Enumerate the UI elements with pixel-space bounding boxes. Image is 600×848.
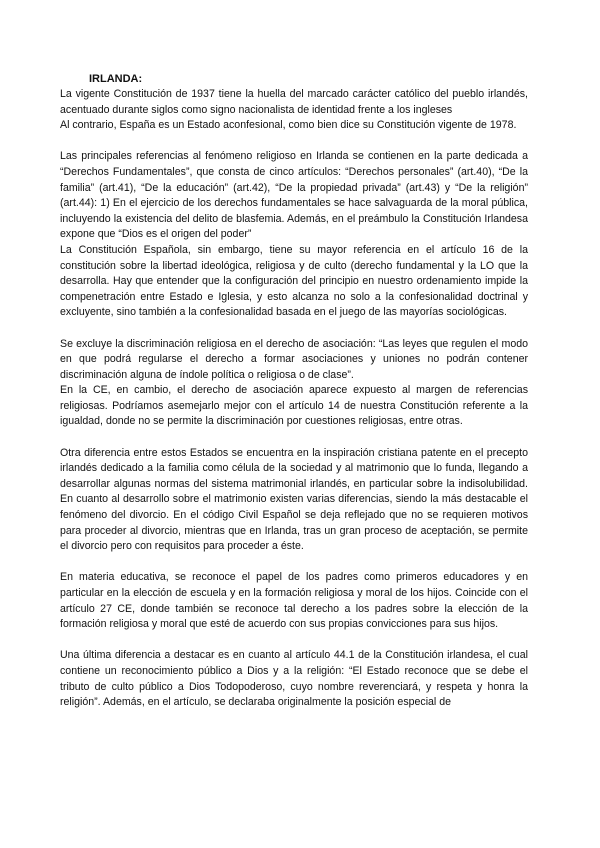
paragraph-gap bbox=[60, 633, 528, 649]
paragraph-spanish-constitution: La Constitución Española, sin embargo, tiene su mayor referencia en el artículo 16 de la constitución sobre la libertad ideológica, religiosa y de culto (derecho fundamental y la LO que la desarrolla. Hay que entender que la configuración del principio en nuestro ordenamiento impide la compenetración entre Estado e Iglesia, y esto alcanza no solo a la confesionalidad doctrinal y excluyente, sino también a la confesionalidad basada en el juego de las mayorías sociológicas. bbox=[60, 243, 528, 319]
paragraph-religious-references: Las principales referencias al fenómeno religioso en Irlanda se contienen en la parte dedicada a “Derechos Fundamentales”, que consta de cinco artículos: “Derechos personales” (art.40), “De la familia” (art.41), “De la educación” (art.42), “De la propiedad privada” (art.43) y “De la religión” (art.44): 1) En el ejercicio de los derechos fundamentales se hace salvaguarda de la moral pública, incluyendo la existencia del delito de blasfemia. Además, en el preámbulo la Constitución Irlandesa expone que “Dios es el origen del poder” bbox=[60, 150, 528, 241]
section-heading: IRLANDA: bbox=[89, 73, 143, 85]
paragraph-spain-aconfessional: Al contrario, España es un Estado aconfesional, como bien dice su Constitución vigente de 1978. bbox=[60, 119, 517, 132]
paragraph-association: Se excluye la discriminación religiosa en el derecho de asociación: “Las leyes que regulen el modo en que podrá regularse el derecho a formar asociaciones y uniones no podrán contener discriminación alguna de índole política o religiosa o de clase”. bbox=[60, 337, 528, 381]
paragraph-ce-association: En la CE, en cambio, el derecho de asociación aparece expuesto al margen de referencias religiosas. Podríamos asemejarlo mejor con el artículo 14 de nuestra Constitución referente a la igualdad, donde no se permite la discriminación por cuestiones religiosas, entre otras. bbox=[60, 384, 528, 428]
paragraph-intro: La vigente Constitución de 1937 tiene la huella del marcado carácter católico del pueblo irlandés, acentuado durante siglos como signo nacionalista de identidad frente a los ingleses bbox=[60, 88, 528, 116]
paragraph-education: En materia educativa, se reconoce el papel de los padres como primeros educadores y en particular en la elección de escuela y en la formación religiosa y moral de los hijos. Coincide con el artículo 27 CE, donde también se reconoce tal derecho a los padres sobre la elección de la formación religiosa y moral que esté de acuerdo con sus propias convicciones para sus hijos. bbox=[60, 571, 528, 631]
paragraph-gap bbox=[60, 430, 528, 446]
paragraph-gap bbox=[60, 321, 528, 337]
paragraph-gap bbox=[60, 555, 528, 571]
paragraph-article-44: Una última diferencia a destacar es en cuanto al artículo 44.1 de la Constitución irlandesa, el cual contiene un reconocimiento público a Dios y a la religión: “El Estado reconoce que se debe el tributo de culto público a Dios Todopoderoso, cuyo nombre reverenciará, y respeta y honra la religión”. Además, en el artículo, se declaraba originalmente la posición especial de bbox=[60, 649, 528, 709]
paragraph-gap bbox=[60, 134, 528, 150]
paragraph-family-marriage: Otra diferencia entre estos Estados se encuentra en la inspiración cristiana patente en el precepto irlandés dedicado a la familia como célula de la sociedad y al matrimonio que lo funda, llegando a desarrollar algunas normas del sistema matrimonial irlandés, en particular sobre la indisolubilidad. En cuanto al desarrollo sobre el matrimonio existen varias diferencias, siendo la más destacable el fenómeno del divorcio. En el código Civil Español se deja reflejado que no se requieren motivos para proceder al divorcio, mientras que en Irlanda, tras un gran proceso de aceptación, se permite el divorcio pero con requisitos para proceder a éste. bbox=[60, 446, 528, 553]
document-page bbox=[60, 72, 528, 711]
